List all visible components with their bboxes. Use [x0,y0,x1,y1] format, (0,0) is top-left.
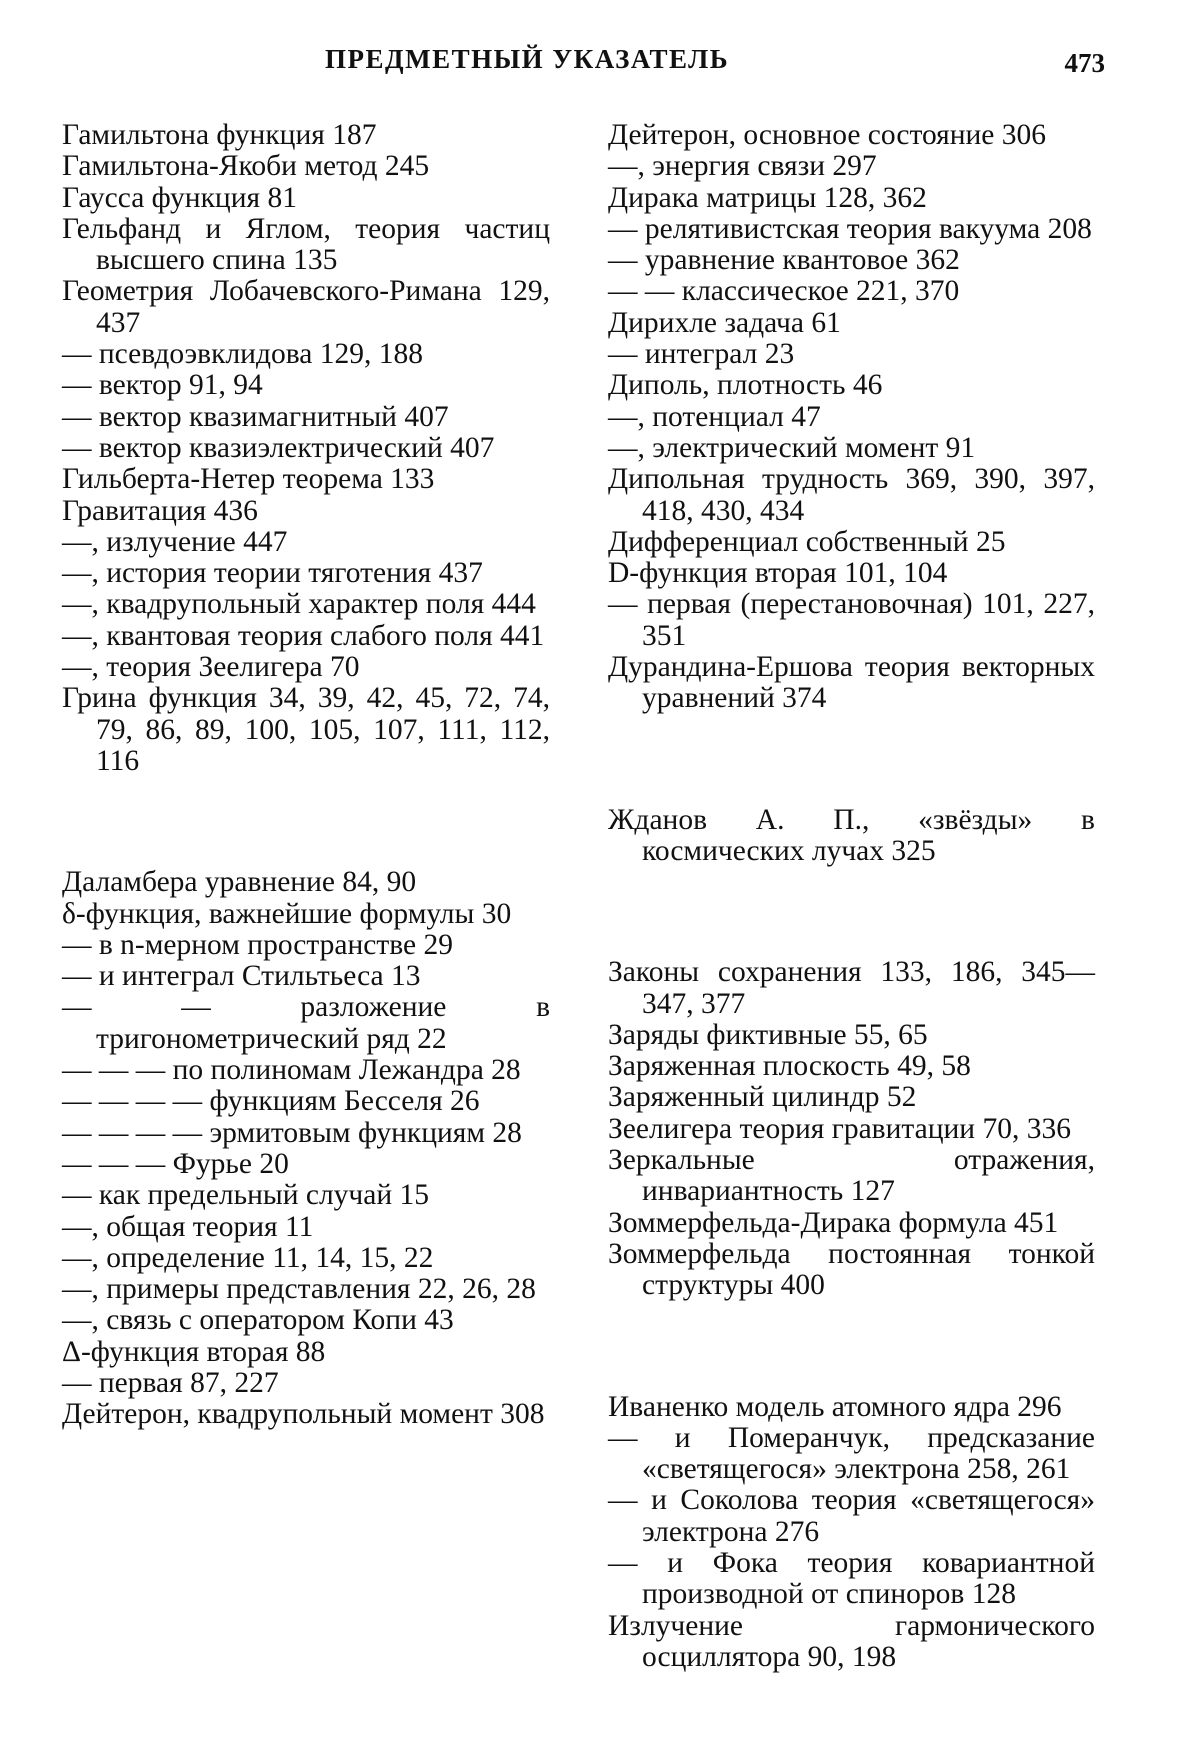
page-number: 473 [1064,48,1105,78]
index-entry: —, общая теория 11 [62,1210,314,1243]
index-entry: —, определение 11, 14, 15, 22 [62,1241,434,1274]
index-entry: Зоммерфельда-Дирака формула 451 [608,1206,1059,1239]
index-entry: —, излучение 447 [62,525,288,558]
index-entry: — — — Фурье 20 [62,1147,289,1180]
index-entry: Заряженный цилиндр 52 [608,1081,917,1114]
index-entry: Диполь, плотность 46 [608,369,883,402]
index-entry: — вектор квазиэлектрический 407 [62,431,495,464]
index-entry: — интеграл 23 [608,338,795,371]
index-entry: Зеелигера теория гравитации 70, 336 [608,1112,1071,1145]
index-entry: — — — по полиномам Лежандра 28 [62,1054,521,1087]
index-entry: —, потенциал 47 [608,400,821,433]
index-entry: Дипольная трудность 369, 390, 397, 418, 430, 434 [608,463,1095,527]
index-entry: — вектор 91, 94 [62,369,263,402]
index-entry: — — — — функциям Бесселя 26 [62,1085,480,1118]
index-entry: Гамильтона функция 187 [62,119,377,151]
index-entry: —, квадрупольный характер поля 444 [62,588,536,621]
entry-spacer [608,1331,1095,1362]
index-entry: — — классическое 221, 370 [608,275,960,308]
index-entry: Дейтерон, основное состояние 306 [608,119,1047,151]
index-entry: —, примеры представления 22, 26, 28 [62,1273,536,1306]
index-column-left [62,120,550,1431]
index-entry: — релятивистская теория вакуума 208 [608,212,1092,245]
index-entry: — и интеграл Стильтьеса 13 [62,960,421,993]
index-entry: Дейтерон, квадрупольный момент 308 [62,1398,545,1431]
index-entry: Излучение гармонического осциллятора 90, 198 [608,1609,1095,1673]
entry-spacer [608,897,1095,928]
index-entry: — и Соколова теория «светящегося» электрона 276 [608,1484,1095,1548]
index-entry: Гаусса функция 81 [62,181,297,214]
index-entry: — — — — эрмитовым функциям 28 [62,1116,522,1149]
index-entry: — и Померанчук, предсказание «светящегося» электрона 258, 261 [608,1421,1095,1486]
index-entry: Гамильтона-Якоби метод 245 [62,150,430,183]
index-entry: Зеркальные отражения, инвариантность 127 [608,1144,1095,1208]
index-entry: Законы сохранения 133, 186, 345—347, 377 [608,956,1095,1020]
index-entry: Дирихле задача 61 [608,306,841,339]
index-entry: —, квантовая теория слабого поля 441 [62,619,545,652]
index-entry: D-функция вторая 101, 104 [608,557,948,590]
index-entry: Дифференциал собственный 25 [608,525,1006,558]
index-entry: — — разложение в тригонометрический ряд 22 [62,991,550,1055]
entry-spacer [608,744,1095,775]
index-entry: Зоммерфельда постоянная тонкой структуры 400 [608,1237,1095,1302]
index-entry: — в n-мерном пространстве 29 [62,928,453,961]
index-entry: — первая (перестановочная) 101, 227, 351 [608,588,1095,652]
index-entry: —, энергия связи 297 [608,150,877,183]
index-entry: Жданов А. П., «звёзды» в космических лучах 325 [608,803,1095,867]
index-entry: Заряженная плоскость 49, 58 [608,1050,971,1083]
index-entry: Грина функция 34, 39, 42, 45, 72, 74, 79, 86, 89, 100, 105, 107, 111, 112, 116 [62,682,550,777]
index-entry: Гравитация 436 [62,494,258,527]
index-entry: Δ-функция вторая 88 [62,1335,326,1368]
index-entry: —, электрический момент 91 [608,431,976,464]
index-entry: Иваненко модель атомного ядра 296 [608,1390,1062,1423]
index-column-right [608,120,1095,1673]
index-entry: — вектор квазимагнитный 407 [62,400,449,433]
index-entry: —, история теории тяготения 437 [62,557,483,590]
page-header [60,44,1105,84]
index-entry: — первая 87, 227 [62,1366,279,1399]
index-entry: — как предельный случай 15 [62,1179,430,1212]
index-entry: —, теория Зеелигера 70 [62,651,360,684]
index-entry: — и Фока теория ковариантной производной от спиноров 128 [608,1546,1095,1611]
index-entry: — уравнение квантовое 362 [608,244,960,277]
index-entry: δ-функция, важнейшие формулы 30 [62,897,512,930]
index-entry: Даламбера уравнение 84, 90 [62,866,417,899]
index-entry: Геометрия Лобачевского-Римана 129, 437 [62,275,550,339]
index-entry: Заряды фиктивные 55, 65 [608,1018,928,1051]
index-entry: Гильберта-Нетер теорема 133 [62,463,435,496]
index-entry: Дурандина-Ершова теория векторных уравнений 374 [608,651,1095,715]
index-entry: Дирака матрицы 128, 362 [608,181,927,214]
index-entry: Гельфанд и Яглом, теория частиц высшего спина 135 [62,212,550,277]
entry-spacer [62,807,550,838]
index-entry: — псевдоэвклидова 129, 188 [62,338,423,371]
page-title: ПРЕДМЕТНЫЙ УКАЗАТЕЛЬ [325,44,730,74]
index-entry: —, связь с оператором Копи 43 [62,1304,454,1337]
